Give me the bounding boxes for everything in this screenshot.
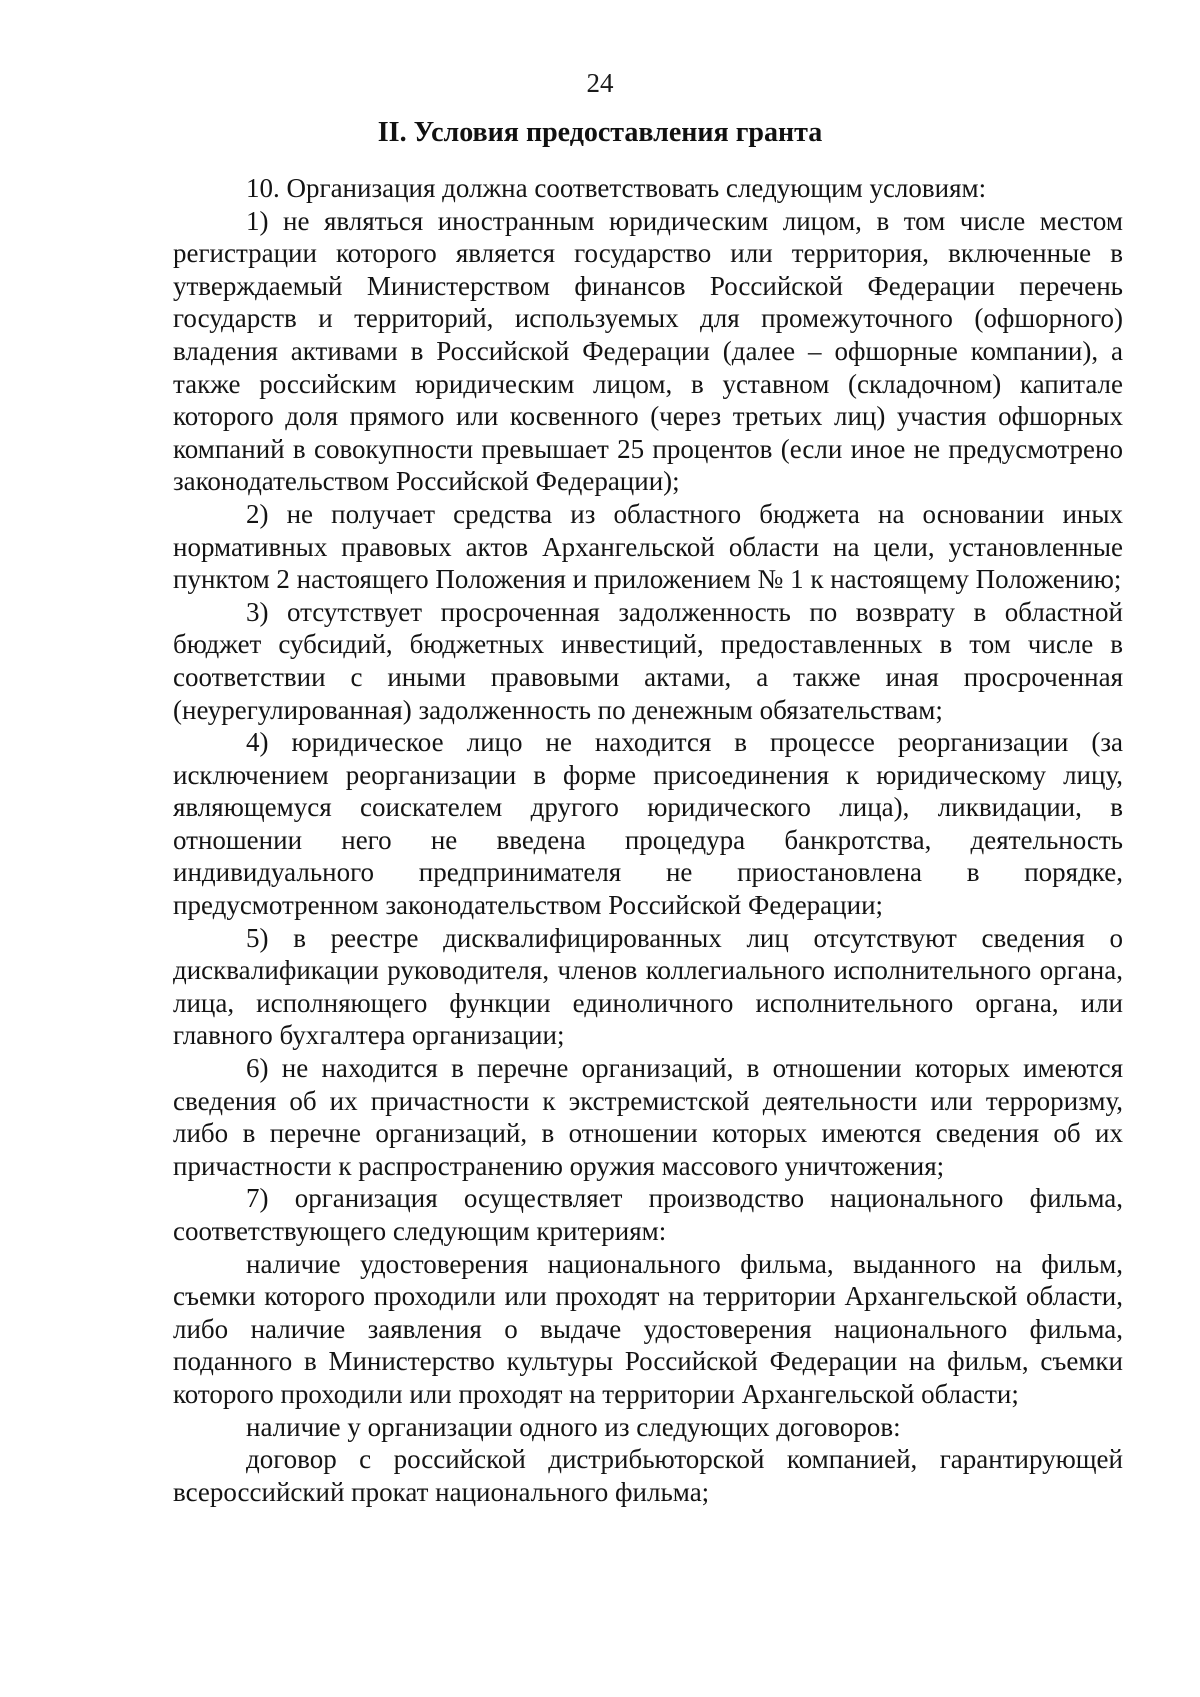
paragraph-criterion-certificate: наличие удостоверения национального фильма, выданного на фильм, съемки которого проходили или проходят на территории Архангельской области, либо наличие заявления о выдаче удостоверения национального фильма, поданного в Министерство культуры Российской Федерации на фильм, съемки которого проходили или проходят на территории Архангельской области; [173,1248,1123,1409]
paragraph-condition-5: 5) в реестре дисквалифицированных лиц отсутствуют сведения о дисквалификации руководителя, членов коллегиального исполнительного органа, лица, исполняющего функции единоличного исполнительного органа, или главного бухгалтера организации; [173,922,1123,1051]
paragraph-criterion-contracts: наличие у организации одного из следующих договоров: [246,1411,901,1442]
paragraph-condition-1: 1) не являться иностранным юридическим лицом, в том числе местом регистрации которого является государство или территория, включенные в утверждаемый Министерством финансов Российской Федерации перечень государств и территорий, используемых для промежуточного (офшорного) владения активами в Российской Федерации (далее – офшорные компании), а также российским юридическим лицом, в уставном (складочном) капитале которого доля прямого или косвенного (через третьих лиц) участия офшорных компаний в совокупности превышает 25 процентов (если иное не предусмотрено законодательством Российской Федерации); [173,205,1123,497]
paragraph-contract-distributor: договор с российской дистрибьюторской компанией, гарантирующей всероссийский прокат национального фильма; [173,1444,1123,1507]
paragraph-condition-7: 7) организация осуществляет производство национального фильма, соответствующего следующим критериям: [173,1183,1123,1246]
paragraph-condition-6: 6) не находится в перечне организаций, в отношении которых имеются сведения об их причастности к экстремистской деятельности или терроризму, либо в перечне организаций, в отношении которых имеются сведения об их причастности к распространению оружия массового уничтожения; [173,1053,1123,1181]
section-heading: II. Условия предоставления гранта [377,117,823,148]
paragraph-condition-3: 3) отсутствует просроченная задолженность по возврату в областной бюджет субсидий, бюджетных инвестиций, предоставленных в том числе в соответствии с иными правовыми актами, а также иная просроченная (неурегулированная) задолженность по денежным обязательствам; [173,596,1123,725]
document-body [173,172,1123,1508]
page-number: 24 [586,68,614,98]
paragraph-intro: 10. Организация должна соответствовать следующим условиям: [246,173,987,203]
paragraph-condition-2: 2) не получает средства из областного бюджета на основании иных нормативных правовых актов Архангельской области на цели, установленные пунктом 2 настоящего Положения и приложением № 1 к настоящему Положению; [173,498,1123,595]
paragraph-condition-4: 4) юридическое лицо не находится в процессе реорганизации (за исключением реорганизации в форме присоединения к юридическому лицу, являющемуся соискателем другого юридического лица), ликвидации, в отношении него не введена процедура банкротства, деятельность индивидуального предпринимателя не приостановлена в порядке, предусмотренном законодательством Российской Федерации; [173,727,1123,921]
